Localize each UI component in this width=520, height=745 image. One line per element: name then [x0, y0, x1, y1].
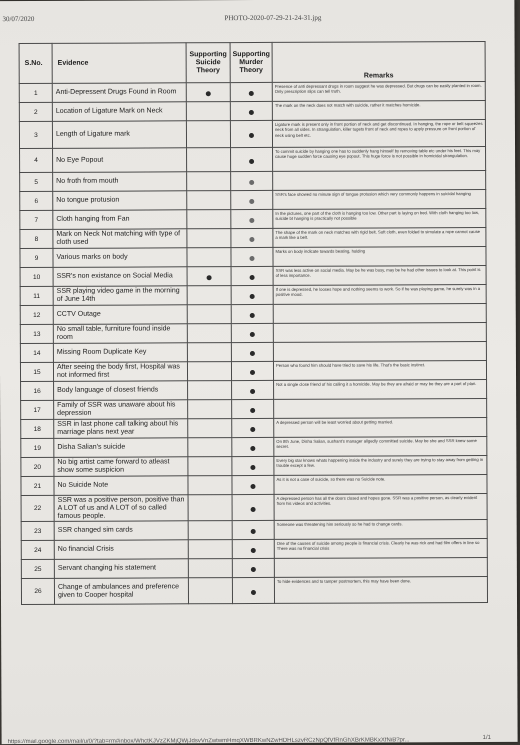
murder-theory-cell: [230, 101, 272, 120]
suicide-theory-cell: [187, 362, 231, 381]
row-number: 9: [20, 248, 53, 267]
table-row: [19, 120, 485, 149]
evidence-text: Disha Salian's suicide: [54, 438, 188, 458]
evidence-text: SSR playing video game in the morning of June 14th: [53, 286, 187, 306]
remarks-text: A depressed person has all the doors closed and hopes gone. SSR was a positive person, as clearly evident from his videos and activities.: [274, 494, 487, 521]
suicide-theory-cell: [187, 191, 231, 210]
evidence-text: SSR changed sim cards: [54, 521, 188, 541]
murder-theory-cell: [231, 171, 273, 190]
table-row: [21, 539, 487, 560]
suicide-theory-cell: [187, 324, 231, 343]
table-row: [20, 342, 486, 363]
row-number: 18: [21, 419, 54, 438]
suicide-theory-cell: [186, 83, 230, 102]
murder-theory-mark: [250, 294, 255, 299]
table-row: [20, 266, 486, 287]
table-row: [21, 380, 487, 401]
table-header-row: [19, 42, 485, 84]
evidence-text: Anti-Depressent Drugs Found in Room: [52, 83, 186, 103]
murder-theory-cell: [232, 456, 274, 475]
remarks-text: The shape of the mark on neck matches with rigid belt. Soft cloth, even folded to simulate a rope cannot cause a mark like a belt.: [273, 228, 486, 248]
print-date: 30/07/2020: [2, 14, 35, 24]
evidence-text: Location of Ligature Mark on Neck: [52, 102, 186, 122]
murder-theory-mark: [250, 484, 255, 489]
table-row: [21, 418, 487, 439]
remarks-text: If one is depressed, he looses hope and nothing seems to work. So if he was playing game, he surely was in a positive mood.: [273, 285, 486, 305]
murder-theory-cell: [231, 266, 273, 285]
suicide-theory-cell: [188, 559, 232, 578]
suicide-theory-cell: [186, 102, 230, 121]
remarks-text: [273, 342, 486, 362]
row-number: 15: [20, 362, 53, 381]
evidence-text: No Eye Popout: [53, 148, 187, 173]
table-row: [20, 171, 486, 192]
murder-theory-cell: [232, 539, 274, 558]
remarks-text: SSR's face showed no minute sign of tongue protusion which very commonly happens in suicidal hanging: [273, 190, 486, 210]
murder-theory-cell: [231, 285, 273, 304]
table-row: [20, 228, 486, 249]
header-sno: S.No.: [19, 43, 52, 83]
remarks-text: The mark on the neck does not match with suicide, rather it matches homicide.: [272, 101, 485, 121]
murder-theory-mark: [249, 256, 254, 261]
murder-theory-mark: [250, 408, 255, 413]
murder-theory-cell: [231, 147, 273, 171]
murder-theory-mark: [249, 110, 254, 115]
evidence-text: Various marks on body: [53, 248, 187, 268]
remarks-text: [273, 304, 486, 324]
murder-theory-cell: [232, 577, 274, 603]
table-row: [20, 285, 486, 306]
murder-theory-mark: [251, 567, 256, 572]
murder-theory-cell: [232, 558, 274, 577]
table-row: [19, 101, 485, 122]
evidence-text: No big artist came forward to atleast show some suspicion: [54, 457, 188, 477]
table-row: [21, 456, 487, 477]
suicide-theory-cell: [188, 495, 232, 521]
suicide-theory-cell: [187, 148, 231, 172]
murder-theory-mark: [249, 199, 254, 204]
remarks-text: [274, 399, 487, 419]
murder-theory-cell: [231, 323, 273, 342]
evidence-text: No tongue protusion: [53, 191, 187, 211]
murder-theory-cell: [231, 342, 273, 361]
suicide-theory-cell: [187, 229, 231, 248]
table-row: [21, 520, 487, 541]
row-number: 1: [19, 83, 52, 102]
remarks-text: Person who found him should have tried to save his life. That's the basic instinct.: [273, 361, 486, 381]
row-number: 5: [20, 172, 53, 191]
row-number: 14: [20, 343, 53, 362]
evidence-table: [19, 41, 488, 605]
murder-theory-cell: [231, 209, 273, 228]
row-number: 21: [21, 476, 54, 495]
murder-theory-mark: [251, 548, 256, 553]
murder-theory-mark: [251, 590, 256, 595]
murder-theory-cell: [232, 494, 274, 520]
remarks-text: Marks on body indicate towards beating, holding: [273, 247, 486, 267]
row-number: 17: [21, 400, 54, 419]
murder-theory-cell: [230, 120, 272, 147]
table-row: [20, 190, 486, 211]
murder-theory-mark: [250, 275, 255, 280]
row-number: 20: [21, 457, 54, 476]
evidence-text: No financial Crisis: [54, 540, 188, 560]
suicide-theory-cell: [188, 540, 232, 559]
table-row: [20, 304, 486, 325]
evidence-text: Servant changing his statement: [54, 559, 188, 579]
row-number: 10: [20, 267, 53, 286]
row-number: 6: [20, 191, 53, 210]
evidence-text: SSR's non existance on Social Media: [53, 267, 187, 287]
murder-theory-cell: [232, 475, 274, 494]
print-title: PHOTO-2020-07-29-21-24-31.jpg: [224, 13, 322, 23]
remarks-text: As it is not a case of suicide, so there was no Suicide note.: [274, 475, 487, 495]
suicide-theory-cell: [187, 210, 231, 229]
header-suicide: Supporting Suicide Theory: [186, 43, 230, 83]
remarks-text: [274, 558, 487, 578]
murder-theory-mark: [250, 313, 255, 318]
suicide-theory-cell: [187, 248, 231, 267]
row-number: 4: [20, 148, 53, 172]
row-number: 3: [19, 121, 52, 148]
murder-theory-mark: [250, 427, 255, 432]
murder-theory-cell: [231, 304, 273, 323]
murder-theory-cell: [231, 247, 273, 266]
remarks-text: [273, 171, 486, 191]
murder-theory-mark: [249, 218, 254, 223]
remarks-text: Someone was threatening him seriously so he had to change cards.: [274, 520, 487, 540]
table-row: [20, 247, 486, 268]
row-number: 23: [21, 521, 54, 540]
remarks-text: Not a single close friend of his calling it a homicide. May be they are afraid or may be they are a part of plan.: [274, 380, 487, 400]
footer-url: https://mail.google.com/mail/u/0/?tab=rm#inbox/WhctKJVzZKMjQWjJdsvVnZwtwmHmqXWBRKwNZwHDHLszvRCzNpQfVfRnGhXBrKMBKxXfNiB?pr...: [7, 737, 410, 745]
remarks-text: A depressed person will be least worried about getting married.: [274, 418, 487, 438]
suicide-theory-cell: [187, 172, 231, 191]
evidence-text: No froth from mouth: [53, 172, 187, 192]
table-row: [19, 82, 485, 103]
table-row: [20, 209, 486, 230]
murder-theory-cell: [231, 190, 273, 209]
remarks-text: In the pictures, one part of the cloth is hanging too low. Other part is laying on bed. With cloth hanging too low, suicide bt hanging is practically not possible: [273, 209, 486, 229]
suicide-theory-cell: [188, 578, 232, 604]
suicide-theory-cell: [188, 438, 232, 457]
murder-theory-mark: [249, 180, 254, 185]
murder-theory-cell: [232, 437, 274, 456]
row-number: 16: [21, 381, 54, 400]
suicide-theory-cell: [188, 457, 232, 476]
remarks-text: To commit suicide by hanging one has to suddenly hang himself by removing table etc under his feet. This may cause huge sudden force causing eye popout. This huge force is not possible in homicidal strangulation.: [273, 147, 486, 172]
row-number: 11: [20, 286, 53, 305]
evidence-text: Missing Room Duplicate Key: [53, 343, 187, 363]
table-row: [21, 437, 487, 458]
suicide-theory-mark: [206, 91, 211, 96]
suicide-theory-cell: [188, 476, 232, 495]
row-number: 2: [19, 102, 52, 121]
remarks-text: Ligature mark is present only in front portion of neck and get discontinued. In hanging, the rope or belt squeezes neck from all sides. In strangulation, killer tugets front of neck and ropes to apply pressure on front portion of neck using belt etc.: [272, 120, 485, 148]
murder-theory-cell: [231, 228, 273, 247]
murder-theory-cell: [232, 380, 274, 399]
remarks-text: Presence of anti depressant drugs in room suggest he was depressed. But drugs can be easily planted in room. Only prescription slips can tell truth.: [272, 82, 485, 102]
table-row: [21, 475, 487, 496]
suicide-theory-cell: [188, 419, 232, 438]
remarks-text: [273, 323, 486, 343]
header-remarks: Remarks: [272, 42, 485, 83]
murder-theory-mark: [251, 529, 256, 534]
evidence-text: CCTV Outage: [53, 305, 187, 325]
murder-theory-mark: [249, 133, 254, 138]
remarks-text: To hide evidences and to tamper postmortem, this may have been done.: [274, 577, 487, 604]
remarks-text: Every big star knows whats happening inside the industry and surely they are trying to stay away from getting in trouble except a few.: [274, 456, 487, 476]
header-evidence: Evidence: [52, 43, 186, 84]
row-number: 7: [20, 210, 53, 229]
row-number: 22: [21, 495, 54, 521]
row-number: 12: [20, 305, 53, 324]
evidence-text: Length of Ligature mark: [52, 121, 186, 149]
remarks-text: SSR was less active on social media. May be he was busy, may be he had other issues to look at. This point is of less importance.: [273, 266, 486, 286]
remarks-text: One of the causes of suicide among people is financial crisis. Clearly he was rick and had film offers in line so There was no financial crisis: [274, 539, 487, 559]
murder-theory-mark: [250, 370, 255, 375]
table-row: [20, 323, 486, 344]
table-row: [20, 361, 486, 382]
suicide-theory-cell: [187, 267, 231, 286]
suicide-theory-cell: [188, 400, 232, 419]
table-row: [21, 494, 487, 522]
table-row: [21, 558, 487, 579]
murder-theory-mark: [250, 389, 255, 394]
murder-theory-mark: [249, 237, 254, 242]
murder-theory-cell: [232, 399, 274, 418]
evidence-text: No Suicide Note: [54, 476, 188, 496]
evidence-text: No small table, furniture found inside room: [53, 324, 187, 344]
table-row: [20, 147, 486, 173]
evidence-text: Change of ambulances and preference given to Cooper hospital: [54, 578, 188, 605]
evidence-text: Cloth hanging from Fan: [53, 210, 187, 230]
murder-theory-cell: [230, 82, 272, 101]
evidence-text: Mark on Neck Not matching with type of cloth used: [53, 229, 187, 249]
table-row: [21, 399, 487, 420]
murder-theory-cell: [231, 361, 273, 380]
table-row: [21, 577, 487, 605]
row-number: 24: [21, 540, 54, 559]
suicide-theory-cell: [188, 521, 232, 540]
row-number: 19: [21, 438, 54, 457]
evidence-text: Body language of closest friends: [54, 381, 188, 401]
murder-theory-cell: [232, 418, 274, 437]
suicide-theory-cell: [187, 286, 231, 305]
row-number: 8: [20, 229, 53, 248]
evidence-text: SSR was a positive person, positive than A LOT of us and A LOT of so called famous people.: [54, 495, 188, 522]
murder-theory-cell: [232, 520, 274, 539]
suicide-theory-cell: [188, 381, 232, 400]
murder-theory-mark: [250, 351, 255, 356]
evidence-text: SSR in last phone call talking about his marriage plans next year: [54, 419, 188, 439]
remarks-text: On 8th June, Disha Salian, sushant's manager allgedly committed suicide. May be she and SSR knew some secret.: [274, 437, 487, 457]
suicide-theory-cell: [187, 305, 231, 324]
murder-theory-mark: [249, 159, 254, 164]
row-number: 25: [21, 559, 54, 578]
footer-page-number: 1/1: [482, 734, 491, 742]
row-number: 13: [20, 324, 53, 343]
suicide-theory-cell: [186, 121, 230, 148]
evidence-text: After seeing the body first, Hospital was not informed first: [53, 362, 187, 382]
suicide-theory-mark: [207, 275, 212, 280]
murder-theory-mark: [250, 446, 255, 451]
header-murder: Supporting Murder Theory: [230, 42, 272, 82]
murder-theory-mark: [250, 465, 255, 470]
row-number: 26: [21, 578, 54, 604]
suicide-theory-cell: [187, 343, 231, 362]
evidence-text: Family of SSR was unaware about his depression: [54, 400, 188, 420]
murder-theory-mark: [250, 332, 255, 337]
murder-theory-mark: [251, 507, 256, 512]
murder-theory-mark: [249, 91, 254, 96]
